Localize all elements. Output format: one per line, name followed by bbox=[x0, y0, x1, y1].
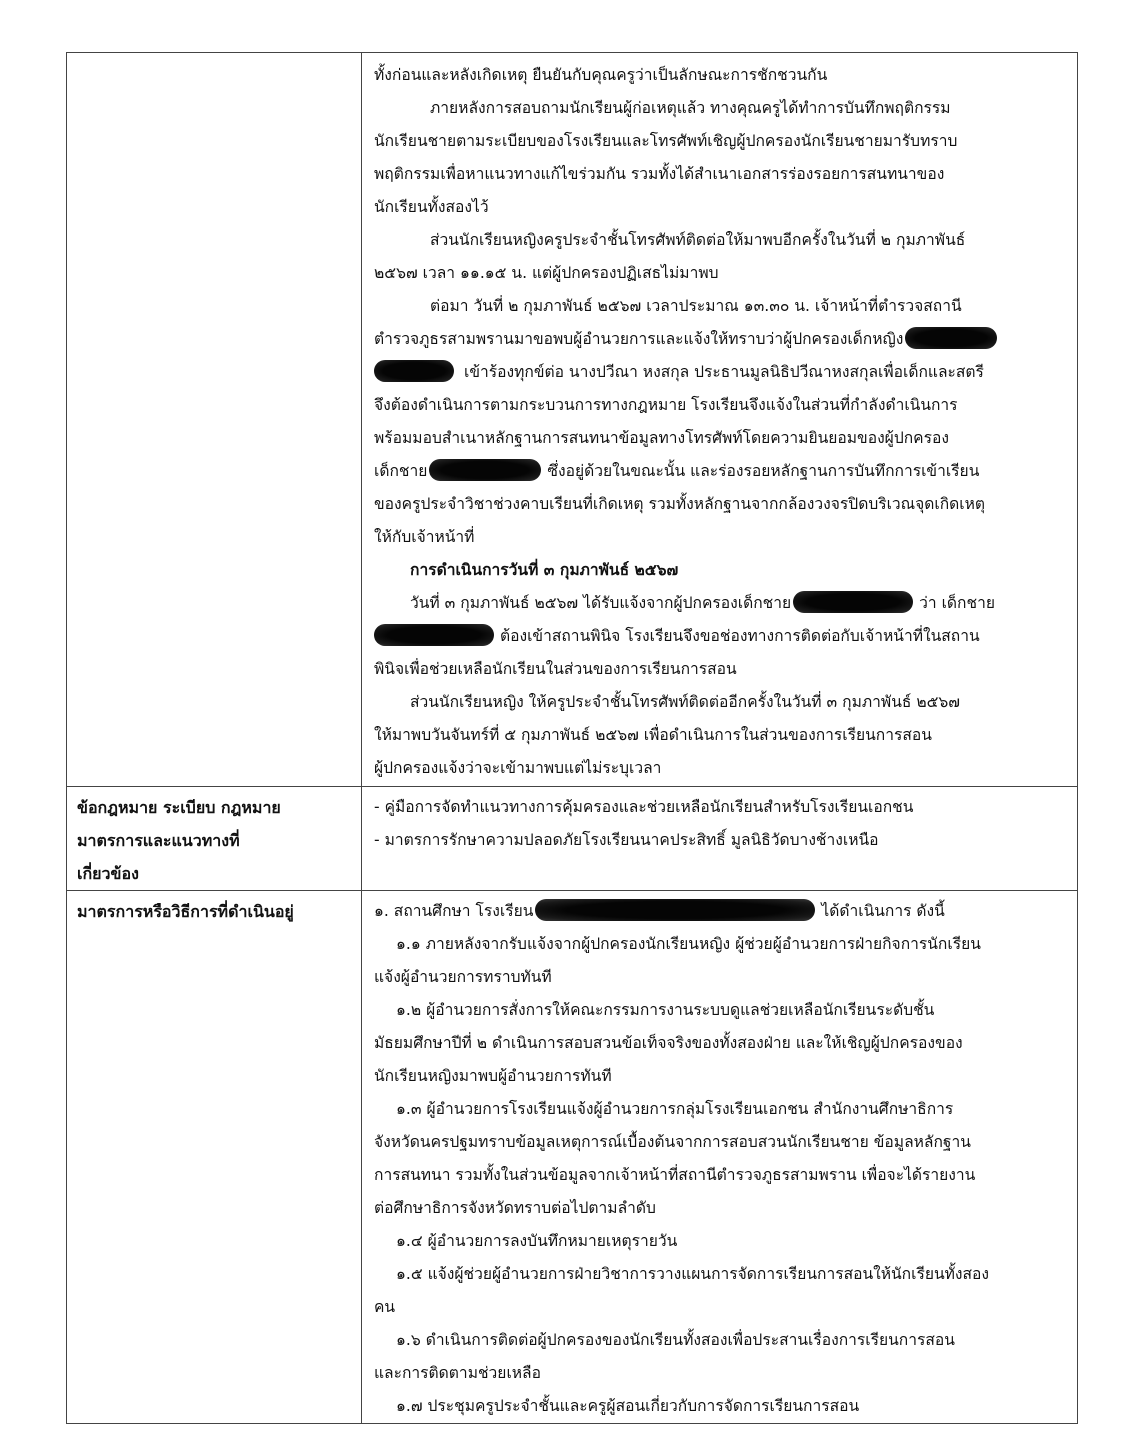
redaction-mark bbox=[905, 327, 997, 349]
narrative-line: ของครูประจำวิชาช่วงคาบเรียนที่เกิดเหตุ รวมทั้งหลักฐานจากกล้องวงจรปิดบริเวณจุดเกิดเหตุ bbox=[374, 495, 986, 513]
narrative-row bbox=[67, 53, 1078, 787]
measure-line bbox=[374, 895, 1069, 928]
document-table bbox=[66, 52, 1078, 1424]
measure-text: ๑. สถานศึกษา โรงเรียน bbox=[374, 902, 534, 920]
measure-line: และการติดตามช่วยเหลือ bbox=[374, 1364, 541, 1382]
measure-line: มัธยมศึกษาปีที่ ๒ ดำเนินการสอบสวนข้อเท็จจริงของทั้งสองฝ่าย และให้เชิญผู้ปกครองของ bbox=[374, 1034, 963, 1052]
measure-line: ๑.๑ ภายหลังจากรับแจ้งจากผู้ปกครองนักเรียนหญิง ผู้ช่วยผู้อำนวยการฝ่ายกิจการนักเรียน bbox=[396, 935, 981, 953]
legal-label: มาตรการและแนวทางที่ bbox=[77, 831, 240, 850]
narrative-line: พินิจเพื่อช่วยเหลือนักเรียนในส่วนของการเรียนการสอน bbox=[374, 660, 737, 678]
legal-item: - คู่มือการจัดทำแนวทางการคุ้มครองและช่วยเหลือนักเรียนสำหรับโรงเรียนเอกชน bbox=[374, 798, 914, 816]
legal-row bbox=[67, 787, 1078, 891]
measures-row bbox=[67, 891, 1078, 1424]
measure-line: ๑.๒ ผู้อำนวยการสั่งการให้คณะกรรมการงานระบบดูแลช่วยเหลือนักเรียนระดับชั้น bbox=[396, 1001, 935, 1019]
measure-line: แจ้งผู้อำนวยการทราบทันที bbox=[374, 968, 552, 986]
narrative-line bbox=[374, 620, 1069, 653]
narrative-line bbox=[374, 356, 1069, 389]
narrative-line: นักเรียนชายตามระเบียบของโรงเรียนและโทรศัพท์เชิญผู้ปกครองนักเรียนชายมารับทราบ bbox=[374, 132, 958, 150]
section-heading: การดำเนินการวันที่ ๓ กุมภาพันธ์ ๒๕๖๗ bbox=[410, 561, 679, 579]
narrative-text: วันที่ ๓ กุมภาพันธ์ ๒๕๖๗ ได้รับแจ้งจากผู้ปกครองเด็กชาย bbox=[410, 594, 792, 612]
narrative-line bbox=[374, 455, 1069, 488]
legal-label: ข้อกฎหมาย ระเบียบ กฎหมาย bbox=[77, 798, 281, 817]
narrative-text: ต้องเข้าสถานพินิจ โรงเรียนจึงขอช่องทางการติดต่อกับเจ้าหน้าที่ในสถาน bbox=[500, 627, 980, 645]
narrative-line: นักเรียนทั้งสองไว้ bbox=[374, 198, 489, 216]
narrative-line: ๒๕๖๗ เวลา ๑๑.๑๕ น. แต่ผู้ปกครองปฏิเสธไม่มาพบ bbox=[374, 264, 719, 282]
narrative-text: ซึ่งอยู่ด้วยในขณะนั้น และร่องรอยหลักฐานการบันทึกการเข้าเรียน bbox=[547, 462, 980, 480]
measure-line: ๑.๓ ผู้อำนวยการโรงเรียนแจ้งผู้อำนวยการกลุ่มโรงเรียนเอกชน สำนักงานศึกษาธิการ bbox=[396, 1100, 954, 1118]
measures-label: มาตรการหรือวิธีการที่ดำเนินอยู่ bbox=[77, 902, 294, 921]
narrative-text: เข้าร้องทุกข์ต่อ นางปวีณา หงสกุล ประธานมูลนิธิปวีณาหงสกุลเพื่อเด็กและสตรี bbox=[464, 363, 984, 381]
measures-content-cell bbox=[362, 891, 1078, 1424]
measure-line: ๑.๖ ดำเนินการติดต่อผู้ปกครองของนักเรียนทั้งสองเพื่อประสานเรื่องการเรียนการสอน bbox=[396, 1331, 955, 1349]
narrative-text: เด็กชาย bbox=[374, 462, 428, 480]
narrative-line: ภายหลังการสอบถามนักเรียนผู้ก่อเหตุแล้ว ทางคุณครูได้ทำการบันทึกพฤติกรรม bbox=[430, 99, 951, 117]
narrative-line: พฤติกรรมเพื่อหาแนวทางแก้ไขร่วมกัน รวมทั้งได้สำเนาเอกสารร่องรอยการสนทนาของ bbox=[374, 165, 945, 183]
narrative-line: จึงต้องดำเนินการตามกระบวนการทางกฎหมาย โรงเรียนจึงแจ้งในส่วนที่กำลังดำเนินการ bbox=[374, 396, 958, 414]
measure-text: ได้ดำเนินการ ดังนี้ bbox=[821, 902, 945, 920]
redaction-mark bbox=[535, 899, 815, 921]
legal-item: - มาตรการรักษาความปลอดภัยโรงเรียนนาคประสิทธิ์ มูลนิธิวัดบางช้างเหนือ bbox=[374, 831, 879, 849]
narrative-line: ให้กับเจ้าหน้าที่ bbox=[374, 528, 475, 546]
narrative-label-cell bbox=[67, 53, 362, 787]
redaction-mark bbox=[429, 459, 541, 481]
measure-line: ต่อศึกษาธิการจังหวัดทราบต่อไปตามลำดับ bbox=[374, 1199, 656, 1217]
narrative-text: ตำรวจภูธรสามพรานมาขอพบผู้อำนวยการและแจ้งให้ทราบว่าผู้ปกครองเด็กหญิง bbox=[374, 330, 904, 348]
measure-line: การสนทนา รวมทั้งในส่วนข้อมูลจากเจ้าหน้าที่สถานีตำรวจภูธรสามพราน เพื่อจะได้รายงาน bbox=[374, 1166, 976, 1184]
narrative-line: ทั้งก่อนและหลังเกิดเหตุ ยืนยันกับคุณครูว่าเป็นลักษณะการชักชวนกัน bbox=[374, 66, 828, 84]
narrative-line: พร้อมมอบสำเนาหลักฐานการสนทนาข้อมูลทางโทรศัพท์โดยความยินยอมของผู้ปกครอง bbox=[374, 429, 949, 447]
redaction-mark bbox=[374, 360, 454, 382]
measure-line: ๑.๔ ผู้อำนวยการลงบันทึกหมายเหตุรายวัน bbox=[396, 1232, 678, 1250]
redaction-mark bbox=[374, 624, 494, 646]
measure-line: คน bbox=[374, 1298, 396, 1316]
measure-line: จังหวัดนครปฐมทราบข้อมูลเหตุการณ์เบื้องต้นจากการสอบสวนนักเรียนชาย ข้อมูลหลักฐาน bbox=[374, 1133, 971, 1151]
narrative-line: ส่วนนักเรียนหญิง ให้ครูประจำชั้นโทรศัพท์ติดต่ออีกครั้งในวันที่ ๓ กุมภาพันธ์ ๒๕๖๗ bbox=[410, 693, 961, 711]
narrative-content-cell bbox=[362, 53, 1078, 787]
measures-label-cell bbox=[67, 891, 362, 1424]
measure-line: นักเรียนหญิงมาพบผู้อำนวยการทันที bbox=[374, 1067, 612, 1085]
narrative-line: ผู้ปกครองแจ้งว่าจะเข้ามาพบแต่ไม่ระบุเวลา bbox=[374, 759, 662, 777]
redaction-mark bbox=[793, 591, 913, 613]
measure-line: ๑.๗ ประชุมครูประจำชั้นและครูผู้สอนเกี่ยวกับการจัดการเรียนการสอน bbox=[396, 1397, 860, 1415]
narrative-line: ให้มาพบวันจันทร์ที่ ๕ กุมภาพันธ์ ๒๕๖๗ เพื่อดำเนินการในส่วนของการเรียนการสอน bbox=[374, 726, 932, 744]
narrative-line: ส่วนนักเรียนหญิงครูประจำชั้นโทรศัพท์ติดต่อให้มาพบอีกครั้งในวันที่ ๒ กุมภาพันธ์ bbox=[430, 231, 966, 249]
measure-line: ๑.๕ แจ้งผู้ช่วยผู้อำนวยการฝ่ายวิชาการวางแผนการจัดการเรียนการสอนให้นักเรียนทั้งสอง bbox=[396, 1265, 990, 1283]
legal-content-cell bbox=[362, 787, 1078, 891]
narrative-line bbox=[374, 323, 1069, 356]
narrative-line: ต่อมา วันที่ ๒ กุมภาพันธ์ ๒๕๖๗ เวลาประมาณ ๑๓.๓๐ น. เจ้าหน้าที่ตำรวจสถานี bbox=[430, 297, 962, 315]
narrative-line bbox=[374, 587, 1069, 620]
legal-label: เกี่ยวข้อง bbox=[77, 864, 139, 883]
narrative-text: ว่า เด็กชาย bbox=[919, 594, 995, 612]
legal-label-cell bbox=[67, 787, 362, 891]
